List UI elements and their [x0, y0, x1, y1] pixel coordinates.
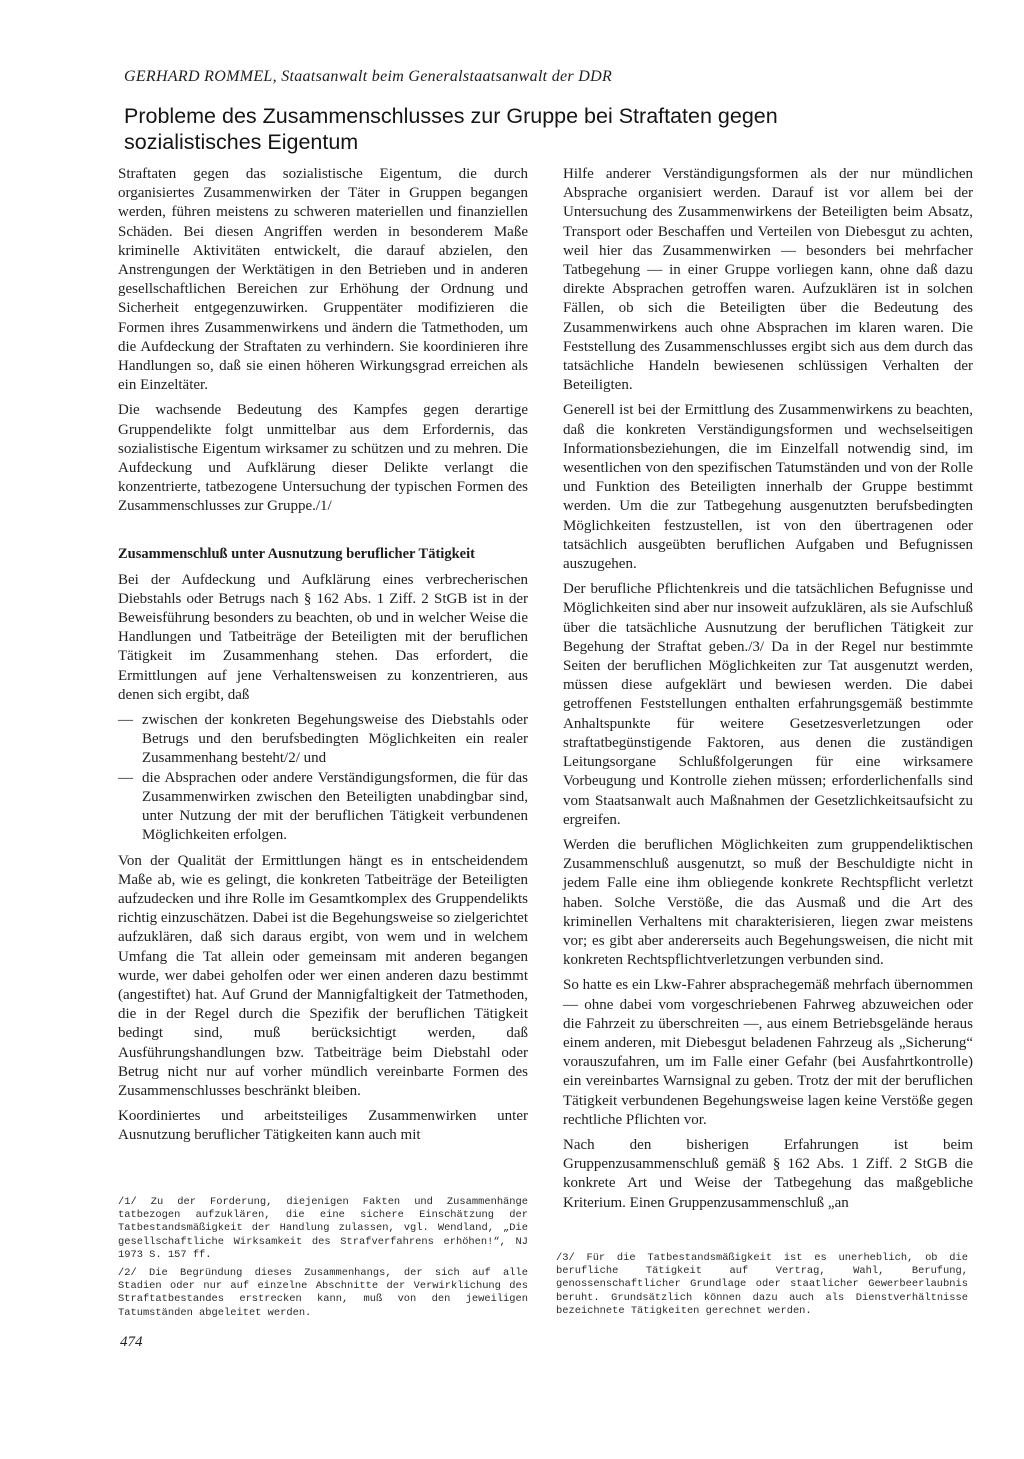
footnotes-left	[118, 1196, 528, 1325]
left-column	[118, 165, 528, 1152]
paragraph: So hatte es ein Lkw-Fahrer absprachegemäß mehrfach übernommen — ohne dabei vom vorgeschriebenen Fahrweg abzuweichen oder die Fahrzeit zu überschreiten —, aus einem Betriebsgelände heraus einem anderen, mit Diebesgut beladenen Fahrzeug als „Sicherung“ vorauszufahren, um im Falle einer Gefahr (bei Ausfahrtkontrolle) ein vereinbartes Warnsignal zu geben. Trotz der mit der beruflichen Tätigkeit verbundenen Begehungsweise lagen keine Verstöße gegen rechtliche Pflichten vor.	[563, 977, 973, 1128]
list-item	[118, 769, 528, 846]
footnotes-right	[556, 1252, 968, 1323]
footnote-3: /3/ Für die Tatbestandsmäßigkeit ist es unerheblich, ob die berufliche Tätigkeit auf Vertrag, Wahl, Berufung, genossenschaftlicher Grundlage oder staatlicher Gewerbeerlaubnis beruht. Grundsätzlich können dazu auch als Dienstverhältnisse bezeichnete Tätigkeiten gerechnet werden.	[556, 1252, 968, 1317]
article-title: Probleme des Zusammenschlusses zur Gruppe bei Straftaten gegen sozialistisches Eigentum	[124, 104, 778, 154]
paragraph: Der berufliche Pflichtenkreis und die tatsächlichen Befugnisse und Möglichkeiten sind aber nur insoweit aufzuklären, als sie Aufschluß über die tatsächliche Ausnutzung der beruflichen Tätigkeit zur Begehung der Straftat geben./3/ Da in der Regel nur bestimmte Seiten der beruflichen Möglichkeiten zur Tat ausgenutzt werden, müssen diese aufgeklärt und bewiesen werden. Die dabei getroffenen Feststellungen enthalten erfahrungsgemäß bestimmte Anhaltspunkte für weitere Gesetzesverletzungen oder straftatbegünstigende Faktoren, aus denen die zuständigen Leitungsorgane Schlußfolgerungen für eine wirksamere Vorbeugung und Kontrolle ziehen müssen; erforderlichenfalls sind vom Staatsanwalt auch Maßnahmen der Gesetzlichkeitsaufsicht zu ergreifen.	[563, 581, 973, 828]
paragraph: Von der Qualität der Ermittlungen hängt es in entscheidendem Maße ab, wie es gelingt, die konkreten Tatbeiträge der Beteiligten aufzudecken und ihre Rolle im Gesamtkomplex des Gruppendelikts richtig einzuschätzen. Dabei ist die Begehungsweise so zielgerichtet aufzuklären, daß sich daraus ergibt, von wem und in welchem Umfang die Tat allein oder gemeinsam mit anderen begangen wurde, wer dabei geholfen oder wer einen anderen dazu bestimmt (angestiftet) hat. Auf Grund der Mannigfaltigkeit der Tatmethoden, die in der Regel durch die Spezifik der beruflichen Tätigkeit bedingt sind, muß berücksichtigt werden, daß Ausführungshandlungen bzw. Tatbeiträge beim Diebstahl oder Betrug nicht nur auf vorher mündlich vereinbarte Formen des Zusammenschlusses beschränkt bleiben.	[118, 852, 528, 1099]
paragraph: Straftaten gegen das sozialistische Eigentum, die durch organisiertes Zusammenwirken der Täter in Gruppen begangen werden, führen meistens zu schweren materiellen und finanziellen Schäden. Bei diesen Angriffen werden in besonderem Maße kriminelle Aktivitäten entwickelt, die darauf abzielen, den Anstrengungen der Werktätigen in den Betrieben und in anderen gesellschaftlichen Bereichen zur Erhöhung der Ordnung und Sicherheit entgegenzuwirken. Gruppentäter modifizieren die Formen ihres Zusammenwirkens und ändern die Tatmethoden, um die Aufdeckung der Straftaten zu verhindern. Sie koordinieren ihre Handlungen so, daß sie einen höheren Wirkungsgrad erreichen als ein Einzeltäter.	[118, 166, 528, 394]
page-number: 474	[120, 1334, 143, 1350]
list-item-text: die Absprachen oder andere Verständigungsformen, die für das Zusammenwirken zwischen den Beteiligten unabdingbar sind, unter Nutzung der mit der beruflichen Tätigkeit verbundenen Möglichkeiten erfolgen.	[142, 769, 528, 844]
right-column	[563, 165, 973, 1219]
section-heading: Zusammenschluß unter Ausnutzung beruflicher Tätigkeit	[118, 545, 475, 562]
paragraph: Die wachsende Bedeutung des Kampfes gegen derartige Gruppendelikte folgt unmittelbar aus dem Erfordernis, das sozialistische Eigentum wirksamer zu schützen und zu mehren. Die Aufdeckung und Aufklärung dieser Delikte verlangt die konzentrierte, tatbezogene Untersuchung der typischen Formen des Zusammenschlusses zur Gruppe./1/	[118, 402, 528, 515]
list-item-text: zwischen der konkreten Begehungsweise des Diebstahls oder Betrugs und den berufsbedingten Möglichkeiten ein realer Zusammenhang besteht/2/ und	[142, 712, 528, 767]
dash-marker: —	[118, 712, 133, 729]
paragraph: Werden die beruflichen Möglichkeiten zum gruppendeliktischen Zusammenschluß ausgenutzt, so muß der Beschuldigte nicht in jedem Falle eine ihm obliegende konkrete Rechtspflicht verletzt haben. Solche Verstöße, die das Ausmaß und die Art des kriminellen Verhaltens mit charakterisieren, liegen zwar meistens vor; es gibt aber andererseits auch Begehungsweisen, die nicht mit konkreten Rechtspflichtverletzungen verbunden sind.	[563, 836, 973, 969]
paragraph: Generell ist bei der Ermittlung des Zusammenwirkens zu beachten, daß die konkreten Verständigungsformen und wechselseitigen Informationsbeziehungen, die im Einzelfall notwendig sind, im wesentlichen von den spezifischen Tatumständen und von der Rolle und Funktion des Beteiligten innerhalb der Gruppe bestimmt werden. Um die zur Tatbegehung ausgenutzten berufsbedingten Möglichkeiten festzustellen, ist von den übertragenen oder tatsächlich ausgeübten beruflichen Aufgaben und Befugnissen auszugehen.	[563, 402, 973, 573]
paragraph: Bei der Aufdeckung und Aufklärung eines verbrecherischen Diebstahls oder Betrugs nach § 162 Abs. 1 Ziff. 2 StGB ist in der Beweisführung besonders zu beachten, ob und in welcher Weise die Handlungen und Tatbeiträge der Beteiligten mit der beruflichen Tätigkeit im Zusammenhang stehen. Das erfordert, die Ermittlungen auf jene Verhaltensweisen zu konzentrieren, aus denen sich ergibt, daß	[118, 571, 528, 703]
dash-marker: —	[118, 769, 133, 786]
paragraph: Nach den bisherigen Erfahrungen ist beim Gruppenzusammenschluß gemäß § 162 Abs. 1 Ziff. 2 StGB die konkrete Art und Weise der Tatbegehung das maßgebliche Kriterium. Einen Gruppenzusammenschluß „an	[563, 1136, 973, 1211]
footnote-2: /2/ Die Begründung dieses Zusammenhangs, der sich auf alle Stadien oder nur auf einzelne Abschnitte der Verwirklichung des Straftatbestandes erstrecken kann, muß von den jeweiligen Tatumständen abgeleitet werden.	[118, 1267, 528, 1319]
dash-list	[118, 711, 528, 845]
author-line: GERHARD ROMMEL, Staatsanwalt beim Generalstaatsanwalt der DDR	[124, 68, 613, 85]
paragraph: Koordiniertes und arbeitsteiliges Zusammenwirken unter Ausnutzung beruflicher Tätigkeiten kann auch mit	[118, 1108, 528, 1144]
footnote-1: /1/ Zu der Forderung, diejenigen Fakten und Zusammenhänge tatbezogen aufzuklären, die eine sichere Einschätzung der Tatbestandsmäßigkeit der Handlung zulassen, vgl. Wendland, „Die gesellschaftliche Wirksamkeit des Strafverfahrens erhöhen!“, NJ 1973 S. 157 ff.	[118, 1196, 528, 1261]
paragraph: Hilfe anderer Verständigungsformen als der nur mündlichen Absprache organisiert werden. Darauf ist vor allem bei der Untersuchung des Zusammenwirkens der Beteiligten beim Absatz, Transport oder Beschaffen und Verteilen von Diebesgut zu achten, weil hier das Zusammenwirken — besonders bei mehrfacher Tatbegehung — in einer Gruppe vorliegen kann, ohne daß dazu direkte Absprachen getroffen waren. Aufzuklären ist in solchen Fällen, ob sich die Beteiligten über die Bedeutung des Zusammenwirkens auch ohne Absprachen im klaren waren. Die Feststellung des Zusammenschlusses ergibt sich aus dem durch das tatsächliche Handeln bewiesenen schlüssigen Verhalten der Beteiligten.	[563, 166, 973, 394]
list-item	[118, 711, 528, 769]
